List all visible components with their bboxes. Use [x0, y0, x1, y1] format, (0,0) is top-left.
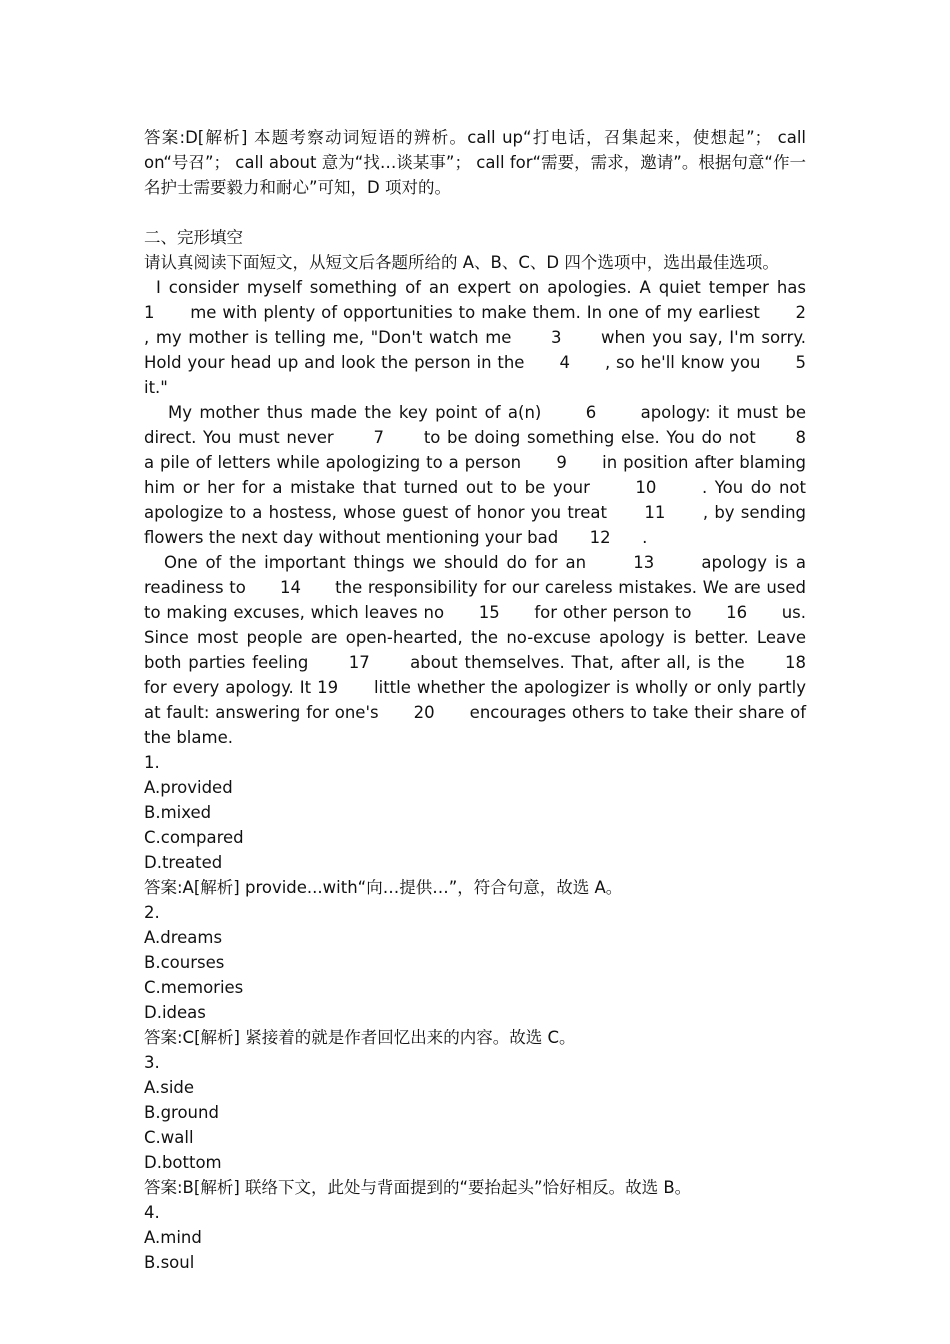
question-number: 1.	[144, 753, 160, 772]
option-d: D.ideas	[144, 1003, 206, 1022]
option-c: C.wall	[144, 1128, 194, 1147]
document-page	[144, 125, 838, 1275]
option-a: A.provided	[144, 778, 233, 797]
question-number: 2.	[144, 903, 160, 922]
question-number: 4.	[144, 1203, 160, 1222]
option-a: A.dreams	[144, 928, 223, 947]
option-a: A.side	[144, 1078, 195, 1097]
option-a: A.mind	[144, 1228, 202, 1247]
answer-explanation: 答案:B[解析] 联络下文，此处与背面提到的“要抬起头”恰好相反。故选 B。	[144, 1178, 692, 1197]
option-b: B.soul	[144, 1253, 195, 1272]
answer-explanation: 答案:C[解析] 紧接着的就是作者回忆出来的内容。故选 C。	[144, 1028, 576, 1047]
question-3	[144, 1050, 806, 1200]
option-d: D.bottom	[144, 1153, 222, 1172]
passage-paragraph-2: My mother thus made the key point of a(n) 6 apology: it must be direct. You must never 7 to be doing something else. You do not 8 a pile of letters while apologizing to a person 9 in position after blaming him or her for a mistake that turned out to be your 10 . You do not apologize to a hostess, whose guest of honor you treat 11 , by sending flowers the next day without mentioning your bad 12 .	[144, 403, 838, 547]
cloze-instructions: 请认真阅读下面短文，从短文后各题所给的 A、B、C、D 四个选项中，选出最佳选项。	[144, 253, 779, 272]
passage-paragraph-1: I consider myself something of an expert on apologies. A quiet temper has 1 me with plenty of opportunities to make them. In one of my earliest 2 , my mother is telling me, "Don't watch me 3 when you say, I'm sorry. Hold your head up and look the person in the 4 , so he'll know you 5 it."	[144, 278, 838, 397]
option-b: B.ground	[144, 1103, 219, 1122]
option-b: B.courses	[144, 953, 225, 972]
question-4	[144, 1200, 806, 1275]
answer-explanation: 答案:A[解析] provide...with“向…提供…”，符合句意，故选 A。	[144, 878, 623, 897]
option-c: C.compared	[144, 828, 244, 847]
section-title: 二、完形填空	[144, 228, 243, 247]
option-d: D.treated	[144, 853, 223, 872]
question-number: 3.	[144, 1053, 160, 1072]
option-b: B.mixed	[144, 803, 212, 822]
question-2	[144, 900, 806, 1050]
spacer	[144, 200, 806, 225]
passage-paragraph-3: One of the important things we should do for an 13 apology is a readiness to 14 the responsibility for our careless mistakes. We are used to making excuses, which leaves no 15 for other person to 16 us. Since most people are open-hearted, the no-excuse apology is better. Leave both parties feeling 17 about themselves. That, after all, is the 18 for every apology. It 19 little whether the apologizer is wholly or only partly at fault: answering for one's 20 encourages others to take their share of the blame.	[144, 553, 838, 747]
previous-answer: 答案:D[解析] 本题考察动词短语的辨析。call up“打电话，召集起来，使想起”； call on“号召”； call about 意为“找…谈某事”； call for“需要，需求，邀请”。根据句意“作一名护士需要毅力和耐心”可知，D 项对的。	[144, 128, 806, 197]
option-c: C.memories	[144, 978, 244, 997]
question-1	[144, 750, 806, 900]
